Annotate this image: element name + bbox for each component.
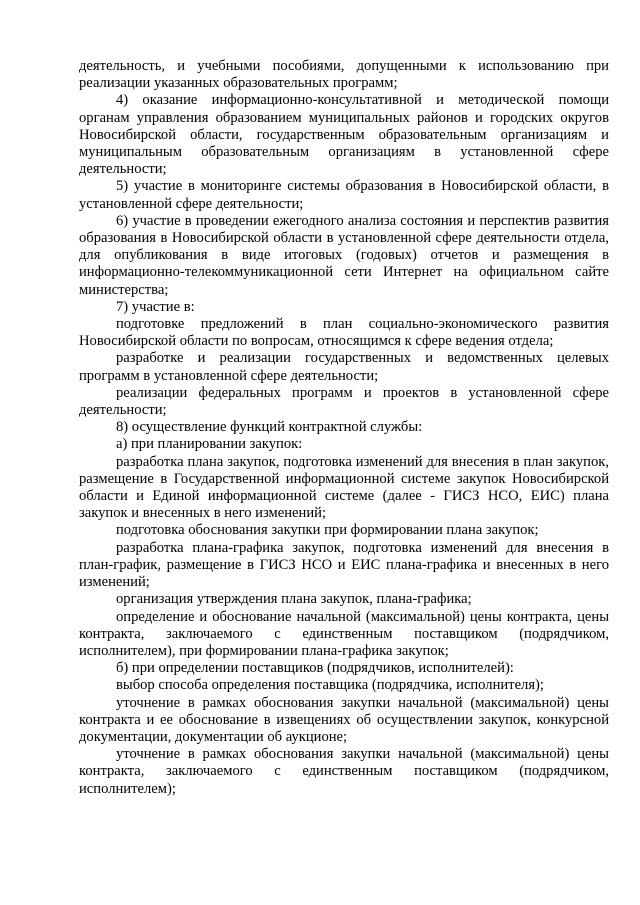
paragraph-item-8a-sub-4: организация утверждения плана закупок, плана-графика; (116, 591, 472, 608)
paragraph-item-8a-sub-1: разработка плана закупок, подготовка изменений для внесения в план закупок, размещение в Государственной информационной системе закупок Новосибирской области и Единой информационной системе (далее - ГИСЗ НСО, ЕИС) плана закупок и внесенных в него изменений; (79, 453, 609, 522)
paragraph-item-6: 6) участие в проведении ежегодного анализа состояния и перспектив развития образования в Новосибирской области в установленной сфере деятельности отдела, для опубликования в виде итоговых (годовых) отчетов и размещения в информационно-телекоммуникационной сети Интернет на официальном сайте министерства; (79, 212, 609, 298)
paragraph-item-8b-sub-1: выбор способа определения поставщика (подрядчика, исполнителя); (116, 677, 544, 694)
paragraph-item-8a: а) при планировании закупок: (116, 436, 303, 453)
paragraph-item-8a-sub-2: подготовка обоснования закупки при формировании плана закупок; (116, 522, 539, 539)
paragraph-item-5: 5) участие в мониторинге системы образования в Новосибирской области, в установленной сфере деятельности; (79, 178, 609, 212)
paragraph-item-7: 7) участие в: (116, 298, 195, 315)
paragraph-item-7-sub-1: подготовке предложений в план социально-экономического развития Новосибирской области по вопросам, относящимся к сфере ведения отдела; (79, 316, 609, 350)
paragraph-continuation: деятельность, и учебными пособиями, допущенными к использованию при реализации указанных образовательных программ; (79, 58, 609, 92)
paragraph-item-8: 8) осуществление функций контрактной службы: (116, 419, 423, 436)
paragraph-item-8b-sub-3: уточнение в рамках обоснования закупки начальной (максимальной) цены контракта, заключаемого с единственным поставщиком (подрядчиком, исполнителем); (79, 746, 609, 797)
paragraph-item-8b-sub-2: уточнение в рамках обоснования закупки начальной (максимальной) цены контракта и ее обоснование в извещениях об осуществлении закупок, конкурсной документации, документации об аукционе; (79, 694, 609, 745)
paragraph-item-7-sub-3: реализации федеральных программ и проектов в установленной сфере деятельности; (79, 384, 609, 419)
paragraph-item-7-sub-2: разработке и реализации государственных и ведомственных целевых программ в установленной сфере деятельности; (79, 350, 609, 384)
paragraph-item-4: 4) оказание информационно-консультативной и методической помощи органам управления образованием муниципальных районов и городских округов Новосибирской области, государственным образовательным организациям и муниципальным образовательным организациям в установленной сфере деятельности; (79, 92, 609, 178)
paragraph-item-8a-sub-3: разработка плана-графика закупок, подготовка изменений для внесения в план-график, размещение в ГИСЗ НСО и ЕИС плана-графика и внесенных в него изменений; (79, 539, 609, 591)
paragraph-item-8a-sub-5: определение и обоснование начальной (максимальной) цены контракта, цены контракта, заключаемого с единственным поставщиком (подрядчиком, исполнителем), при формировании плана-графика закупок; (79, 608, 609, 659)
document-page (79, 58, 609, 798)
paragraph-item-8b: б) при определении поставщиков (подрядчиков, исполнителей): (116, 660, 514, 677)
